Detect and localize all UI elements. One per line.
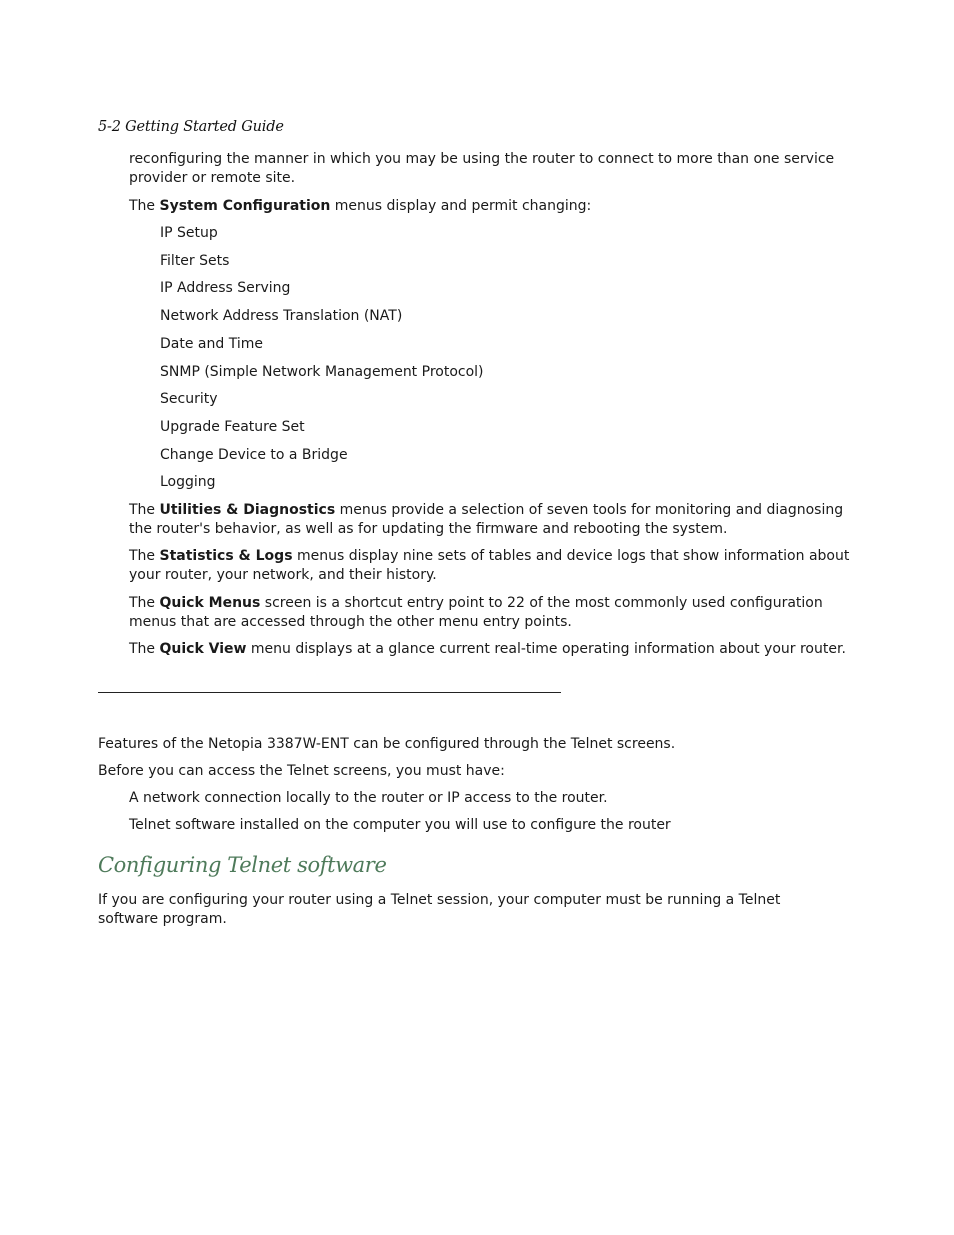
utilities-post: menus provide a selection of seven tools for monitoring and diagnosing the router's behavior, as well as for updating the firmware and rebooting the system.: [129, 502, 844, 537]
sysconfig-item-bridge: Change Device to a Bridge: [160, 447, 348, 463]
utilities-pre: The: [129, 502, 160, 518]
utilities-bold: Utilities & Diagnostics: [159, 502, 336, 518]
quick-menus-paragraph: [129, 594, 857, 631]
telnet-requirement-network: A network connection locally to the router or IP access to the router.: [129, 790, 608, 806]
section-body: If you are configuring your router using a Telnet session, your computer must be running a Telnet software program.: [98, 892, 781, 927]
quickmenus-pre: The: [129, 595, 160, 611]
intro-continuation: reconfiguring the manner in which you may be using the router to connect to more than one service provider or remote site.: [129, 151, 835, 186]
utilities-paragraph: [129, 501, 857, 538]
sysconfig-item-nat: Network Address Translation (NAT): [160, 308, 403, 324]
section-divider: [98, 692, 561, 693]
quickview-pre: The: [129, 641, 160, 657]
telnet-features-text: Features of the Netopia 3387W-ENT can be configured through the Telnet screens.: [98, 736, 676, 752]
quickmenus-post: screen is a shortcut entry point to 22 of the most commonly used configuration menus that are accessed through the other menu entry points.: [129, 595, 823, 630]
sysconfig-item-ip-address-serving: IP Address Serving: [160, 280, 291, 296]
page-header: 5-2 Getting Started Guide: [98, 119, 284, 135]
stats-post: menus display nine sets of tables and device logs that show information about your router, your network, and their history.: [129, 548, 850, 583]
sysconfig-item-logging: Logging: [160, 474, 216, 490]
sysconfig-intro-bold: System Configuration: [159, 198, 331, 214]
sysconfig-intro: [129, 197, 857, 216]
statistics-paragraph: [129, 547, 857, 584]
quickview-post: menu displays at a glance current real-time operating information about your router.: [246, 641, 846, 657]
stats-bold: Statistics & Logs: [159, 548, 293, 564]
section-heading: Configuring Telnet software: [98, 853, 387, 877]
quickmenus-bold: Quick Menus: [159, 595, 261, 611]
telnet-before-text: Before you can access the Telnet screens, you must have:: [98, 763, 505, 779]
quickview-bold: Quick View: [159, 641, 247, 657]
sysconfig-item-snmp: SNMP (Simple Network Management Protocol): [160, 364, 484, 380]
sysconfig-item-security: Security: [160, 391, 218, 407]
sysconfig-intro-post: menus display and permit changing:: [330, 198, 592, 214]
sysconfig-intro-pre: The: [129, 198, 160, 214]
sysconfig-item-filter-sets: Filter Sets: [160, 253, 230, 269]
stats-pre: The: [129, 548, 160, 564]
telnet-requirement-software: Telnet software installed on the computer you will use to configure the router: [129, 817, 671, 833]
sysconfig-item-date-time: Date and Time: [160, 336, 263, 352]
sysconfig-item-ip-setup: IP Setup: [160, 225, 218, 241]
quick-view-paragraph: [129, 640, 857, 659]
sysconfig-item-upgrade: Upgrade Feature Set: [160, 419, 305, 435]
